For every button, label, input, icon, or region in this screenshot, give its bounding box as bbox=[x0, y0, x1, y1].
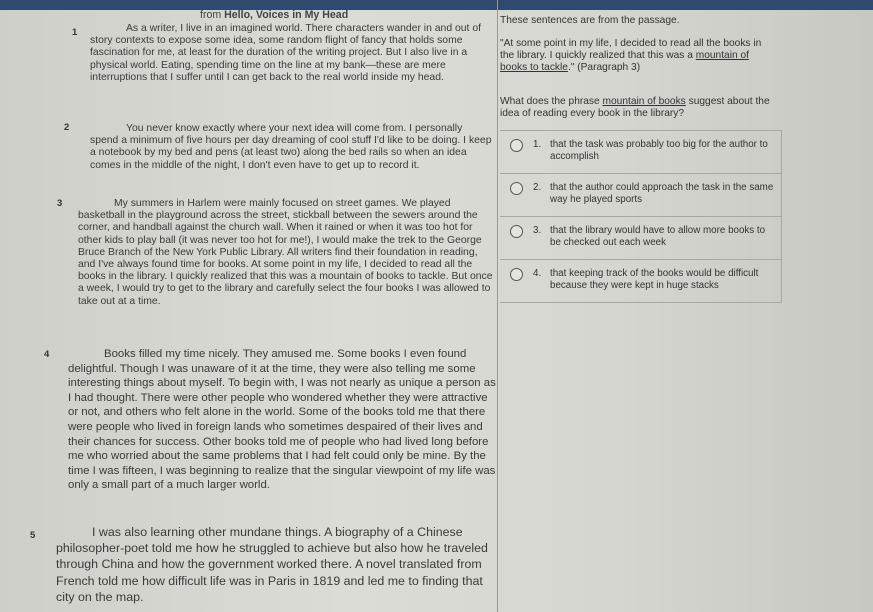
paragraph-text: My summers in Harlem were mainly focused on street games. We played basketball in the playground across the street, stickball between the sewers around the corner, and handball against the church wall. When it rained or when it was too hot for other kids to play ball (it was never too hot for me!), I would make the trek to the George Bruce Branch of the New York Public Library. All writers find their foundation in reading, and I've always found time for books. At some point in my life, I decided to read all the books in the library. I quickly realized that this was a mountain of books to tackle. But once a week, I would try to get to the library and carefully select the four books I was allowed to take out at a time. bbox=[78, 198, 493, 307]
passage-title bbox=[200, 9, 348, 21]
passage-title-prefix: from bbox=[200, 9, 225, 21]
prompt-text-end: suggest about the idea of reading every book in the library? bbox=[500, 96, 770, 119]
option-number: 3. bbox=[533, 225, 542, 236]
answer-option-1[interactable] bbox=[500, 131, 782, 174]
question-panel bbox=[498, 0, 873, 612]
paragraph-number: 5 bbox=[30, 530, 36, 541]
quote-underlined-phrase: mountain of books to tackle bbox=[500, 49, 749, 73]
paragraph-1 bbox=[90, 23, 492, 84]
answer-option-2[interactable] bbox=[500, 174, 782, 217]
prompt-text: What does the phrase bbox=[500, 96, 603, 107]
paragraph-number: 3 bbox=[57, 198, 63, 209]
question-quote bbox=[500, 38, 768, 73]
question-intro: These sentences are from the passage. bbox=[500, 15, 680, 26]
paragraph-text: Books filled my time nicely. They amused me. Some books I even found delightful. Though I was unaware of it at the time, they were also telling me some interesting things about myself. To begin with, I was not nearly as unique a person as I had thought. There were other people who wondered whether they were attractive or not, and others who felt alone in the world. Some of the books told me that there were people who lived in foreign lands who sometimes despaired of their lives and their chances for success. Other books told me of people who had lived long before me who worried about the same problems that I had felt could only be mine. By the time I was fifteen, I was beginning to realize that the singular viewpoint of my life was only a small part of a much larger world. bbox=[68, 348, 496, 492]
paragraph-text: You never know exactly where your next idea will come from. I personally spend a minimum of five hours per day dreaming of cool stuff I'd like to be doing. I keep a notebook by my bed and pens (at least two) along the bed rails so when an idea comes in the middle of the night, I don't even have to get up to record it. bbox=[90, 123, 492, 171]
paragraph-3 bbox=[78, 198, 496, 308]
option-text: that the author could approach the task in the same way he played sports bbox=[550, 182, 774, 205]
option-number: 4. bbox=[533, 268, 542, 279]
radio-button-icon[interactable] bbox=[510, 225, 523, 238]
prompt-underlined-phrase: mountain of books bbox=[602, 96, 686, 107]
passage-title-bold: Hello, Voices in My Head bbox=[224, 9, 349, 21]
paragraph-number: 4 bbox=[44, 349, 50, 360]
paragraph-number: 2 bbox=[64, 122, 70, 133]
paragraph-number: 1 bbox=[72, 27, 78, 38]
option-text: that the library would have to allow more books to be checked out each week bbox=[550, 225, 766, 248]
option-number: 2. bbox=[533, 182, 542, 193]
quote-text: "At some point in my life, I decided to read all the books in the library. I quickly realized that this was a bbox=[500, 38, 762, 61]
option-text: that the task was probably too big for the author to accomplish bbox=[550, 139, 768, 162]
answer-option-4[interactable] bbox=[500, 260, 782, 303]
paragraph-4 bbox=[68, 347, 496, 493]
option-text: that keeping track of the books would be difficult because they were kept in huge stacks bbox=[550, 268, 759, 291]
quote-text-end: ." (Paragraph 3) bbox=[567, 61, 641, 73]
paragraph-text: As a writer, I live in an imagined world. There characters wander in and out of story contexts to expose some idea, some random flight of fancy that holds some fascination for me, at least for the duration of the writing project. But I also live in a physical world. Eating, spending time on the line at my bank—these are mere interruptions that I suffer until I can get back to the real world inside my head. bbox=[90, 23, 482, 83]
radio-button-icon[interactable] bbox=[510, 268, 523, 281]
question-prompt bbox=[500, 96, 775, 120]
radio-button-icon[interactable] bbox=[510, 182, 523, 195]
paragraph-text: I was also learning other mundane things. A biography of a Chinese philosopher-poet told me how he struggled to achieve but also how he traveled through China and how the government worked there. A novel translated from French told me how difficult life was in Paris in 1819 and led me to finding that city on the map. bbox=[56, 525, 488, 604]
answer-option-3[interactable] bbox=[500, 217, 782, 260]
paragraph-2 bbox=[90, 123, 492, 172]
paragraph-5 bbox=[56, 524, 496, 605]
answer-options bbox=[500, 130, 782, 303]
radio-button-icon[interactable] bbox=[510, 139, 523, 152]
option-number: 1. bbox=[533, 139, 542, 150]
